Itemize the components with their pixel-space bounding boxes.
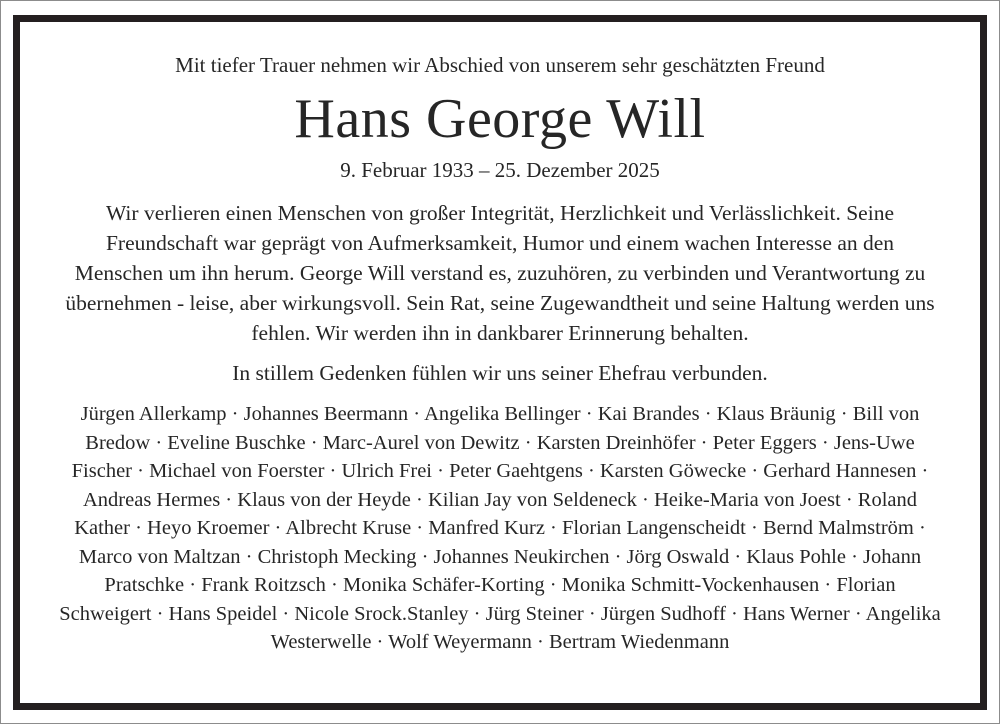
intro-line: Mit tiefer Trauer nehmen wir Abschied von unserem sehr geschätzten Freund <box>175 53 825 77</box>
mourners-list: Jürgen Allerkamp · Johannes Beermann · Angelika Bellinger · Kai Brandes · Klaus Bräunig · Bill von Bredow · Eveline Buschke · Marc-Aurel von Dewitz · Karsten Dreinhöfer · Peter Eggers · Jens-Uwe Fischer · Michael von Foerster · Ulrich Frei · Peter Gaehtgens · Karsten Göwecke · Gerhard Hannesen · Andreas Hermes · Klaus von der Heyde · Kilian Jay von Seldeneck · Heike-Maria von Joest · Roland Kather · Heyo Kroemer · Albrecht Kruse · Manfred Kurz · Florian Langenscheidt · Bernd Malmström · Marco von Maltzan · Christoph Mecking · Johannes Neukirchen · Jörg Oswald · Klaus Pohle · Johann Pratschke · Frank Roitzsch · Monika Schäfer-Korting · Monika Schmitt-Vockenhausen · Florian Schweigert · Hans Speidel · Nicole Srock.Stanley · Jürg Steiner · Jürgen Sudhoff · Hans Werner · Angelika Westerwelle · Wolf Weyermann · Bertram Wiedenmann <box>59 403 941 653</box>
dedication-text: In stillem Gedenken fühlen wir uns seiner Ehefrau verbunden. <box>232 361 768 385</box>
memorial-notice <box>13 15 987 710</box>
eulogy-text: Wir verlieren einen Menschen von großer Integrität, Herzlichkeit und Verlässlichkeit. Seine Freundschaft war geprägt von Aufmerksamkeit, Humor und einem wachen Interesse an den Menschen um ihn herum. George Will verstand es, zuzuhören, zu verbinden und Verantwortung zu übernehmen - leise, aber wirkungsvoll. Sein Rat, seine Zugewandtheit und seine Haltung werden uns fehlen. Wir werden ihn in dankbarer Erinnerung behalten. <box>65 201 935 345</box>
deceased-name: Hans George Will <box>294 88 706 150</box>
life-dates: 9. Februar 1933 – 25. Dezember 2025 <box>340 158 660 182</box>
